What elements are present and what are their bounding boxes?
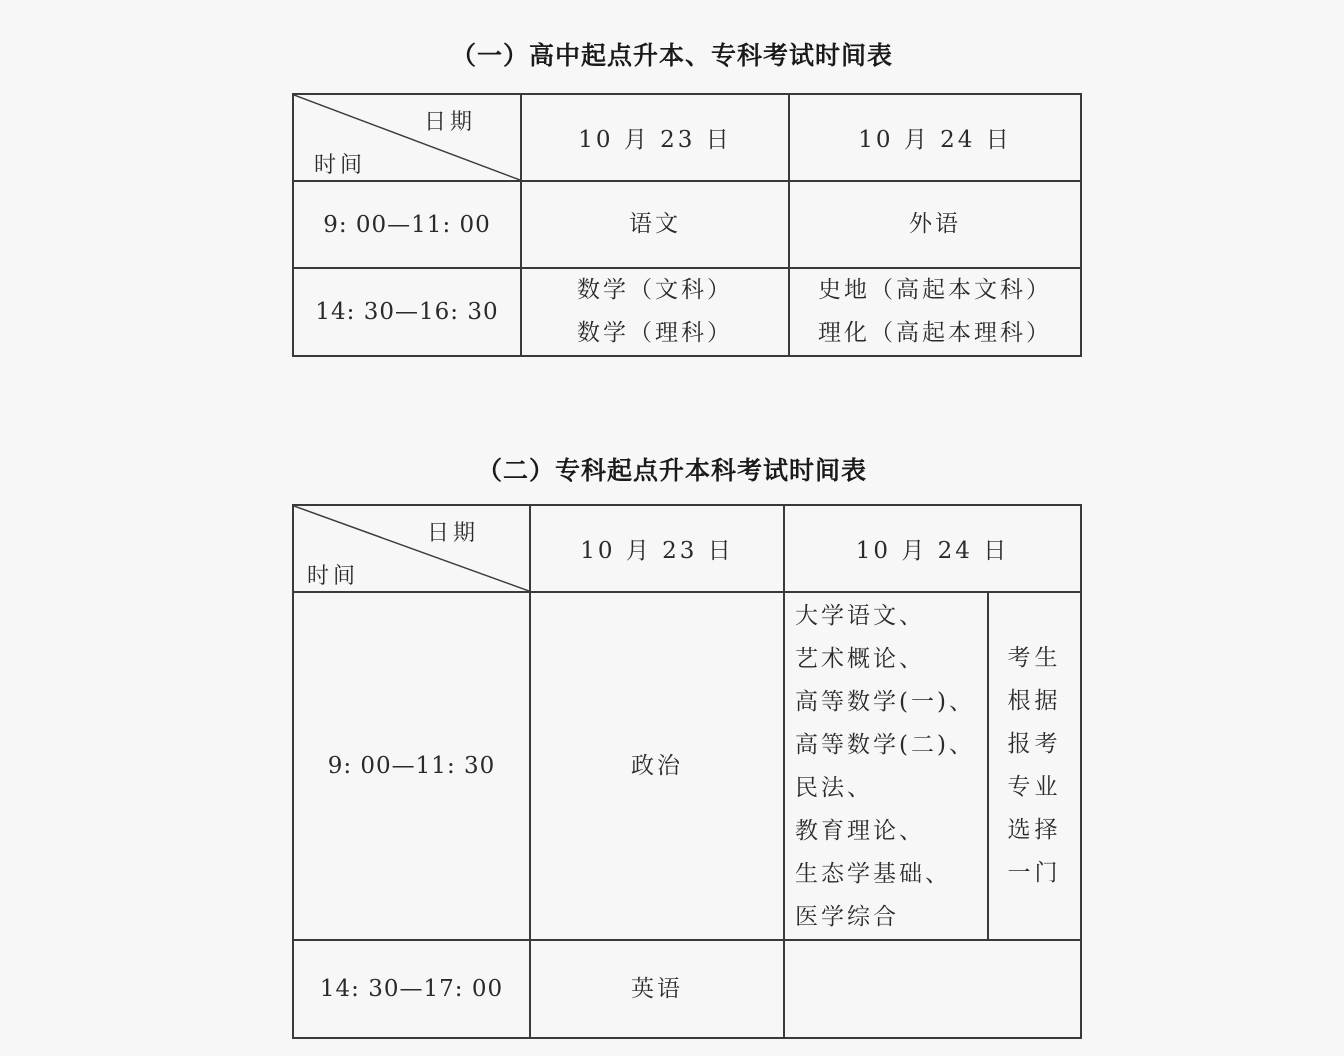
subject-cell: [789, 181, 1081, 268]
note-line: 报考: [1007, 731, 1062, 757]
list-item: 民法、: [795, 775, 873, 801]
date-header-oct23: 10 月 23 日: [521, 94, 789, 181]
subject-cell: [530, 592, 784, 940]
note-line: 专业: [1007, 774, 1062, 800]
list-item: 大学语文、: [795, 603, 925, 629]
diagonal-header-cell: [293, 94, 521, 181]
date-axis-label: 日期: [424, 110, 477, 135]
subject-text: 数学（文科）: [577, 277, 733, 303]
note-line: 选择: [1007, 817, 1062, 843]
time-slot-cell: 9: 00—11: 00: [293, 181, 521, 268]
list-item: 高等数学(二)、: [795, 732, 975, 758]
time-axis-label: 时间: [314, 153, 367, 178]
table-row: [293, 940, 1081, 1038]
selection-note-cell: [988, 592, 1081, 940]
list-item: 高等数学(一)、: [795, 689, 975, 715]
table-row: [293, 592, 1081, 940]
date-axis-label: 日期: [427, 521, 480, 546]
subject-text: 语文: [629, 211, 681, 237]
subject-text: 外语: [909, 211, 961, 237]
time-slot-cell: 14: 30—16: 30: [293, 268, 521, 356]
diagonal-header-cell: [293, 505, 530, 592]
time-slot-cell: 9: 00—11: 30: [293, 592, 530, 940]
subject-cell: [530, 940, 784, 1038]
time-axis-label: 时间: [307, 564, 360, 589]
subject-cell: [521, 268, 789, 356]
note-line: 根据: [1007, 688, 1062, 714]
subject-text: 数学（理科）: [577, 320, 733, 346]
subject-text: 英语: [631, 975, 683, 1002]
empty-cell: [784, 940, 1081, 1038]
list-item: 教育理论、: [795, 818, 925, 844]
table-row: [293, 268, 1081, 356]
subject-cell: [789, 268, 1081, 356]
list-item: 医学综合: [795, 904, 899, 930]
table-header-row: [293, 505, 1081, 592]
subject-text: 理化（高起本理科）: [818, 320, 1052, 346]
exam-schedule-table-1: [292, 93, 1082, 357]
subject-text: 政治: [631, 752, 683, 779]
date-header-oct23: 10 月 23 日: [530, 505, 784, 592]
subject-text: 史地（高起本文科）: [818, 277, 1052, 303]
elective-subjects-cell: [784, 592, 988, 940]
subject-cell: [521, 181, 789, 268]
note-line: 一门: [1007, 860, 1062, 886]
table-header-row: [293, 94, 1081, 181]
time-slot-cell: 14: 30—17: 00: [293, 940, 530, 1038]
list-item: 生态学基础、: [795, 861, 951, 887]
note-line: 考生: [1007, 645, 1062, 671]
table-row: [293, 181, 1081, 268]
exam-schedule-table-2: [292, 504, 1082, 1039]
date-header-oct24: 10 月 24 日: [789, 94, 1081, 181]
table2-title: （二）专科起点升本科考试时间表: [476, 456, 867, 485]
list-item: 艺术概论、: [795, 646, 925, 672]
table1-title: （一）高中起点升本、专科考试时间表: [450, 41, 893, 70]
date-header-oct24: 10 月 24 日: [784, 505, 1081, 592]
